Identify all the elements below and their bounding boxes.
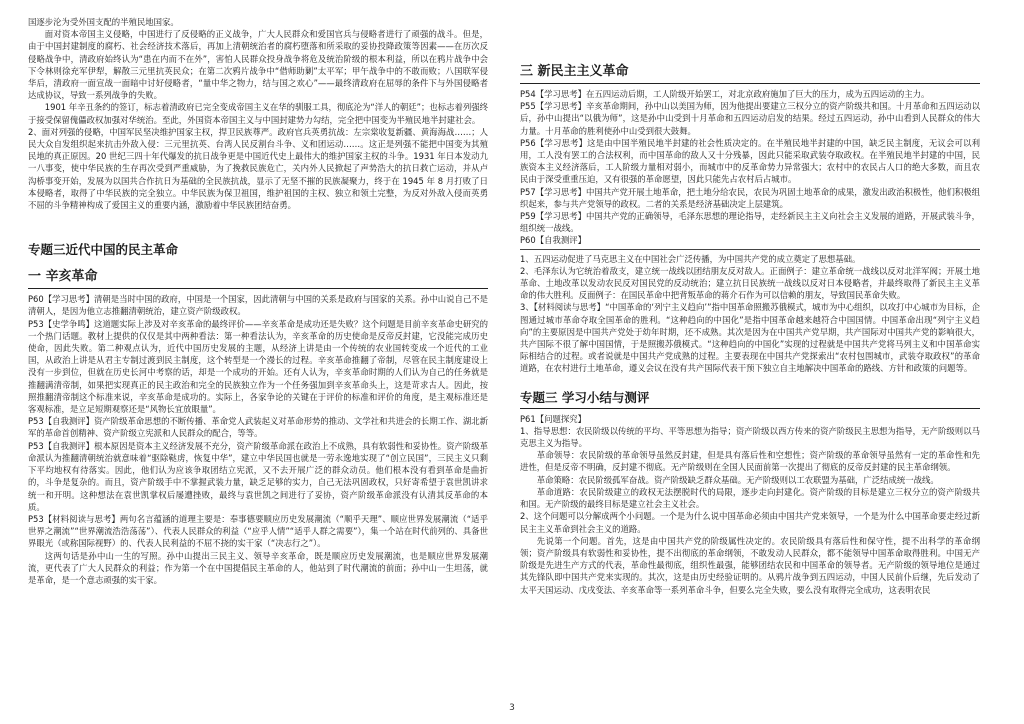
section-spacer (28, 259, 488, 267)
heading-underline (520, 408, 980, 409)
body-paragraph: P53【自我测评】资产阶级革命思想的不断传播、革命党人武装起义对革命形势的推动、文学社和共进会的长期工作、湖北新军的革命首创精神、资产阶级立宪派和人民群众的配合，等等。 (28, 416, 488, 439)
section-spacer (520, 16, 980, 62)
body-paragraph: 这两句话是孙中山一生的写照。孙中山提出三民主义、领导辛亥革命，既是顺应历史发展潮流，也是顺应世界发展潮流，更代表了广大人民群众的利益；作为第一个在中国提倡民主革命的人，他站到了时代潮流的前面；孙中山一生坦荡，就是革命，是一个意志顽强的实干家。 (28, 550, 488, 585)
intro-paragraph: 2、面对列强的侵略，中国军民坚决维护国家主权，捍卫民族尊严。政府官兵英勇抗战：左宗棠收复新疆、黄海海战……；人民大众自发组织起来抗击外敌入侵：三元里抗英、台湾人民反割台斗争、义和团运动……。这正是列强不能把中国变为其殖民地的真正原因。20 世纪三四十年代爆发的抗日战争更是中国近代史上最伟大的维护国家主权的斗争。1931 年日本发动九一八事变，使中华民族的生存再次受到严重威胁，为了挽救民族危亡，关内外人民掀起了声势浩大的抗日救亡运动，并从卢沟桥事变开始，发展为以国共合作抗日为基础的全民族抗战，显示了无坚不摧的民族凝聚力，终于在 1945 年 8 月打败了日本侵略者，取得了中华民族的完全独立。中华民族为保卫祖国，维护祖国的主权、独立和领土完整，为反对外敌入侵而英勇不屈的斗争精神构成了爱国主义的重要内涵，激励着中华民族团结奋勇。 (28, 126, 488, 211)
body-paragraph: P60【自我测评】 (520, 235, 586, 246)
topic-heading: 专题三 学习小结与测评 (520, 389, 650, 405)
body-paragraph: P60【学习思考】清朝是当时中国的政府，中国是一个国家，因此清朝与中国的关系是政府与国家的关系。孙中山说自己不是清朝人，是因为他立志推翻清朝统治，建立资产阶级政权。 (28, 294, 488, 317)
divider (520, 249, 980, 250)
body-paragraph: 1、指导思想：农民阶级以传统的平均、平等思想为指导；资产阶级以西方传来的资产阶级民主思想为指导，无产阶级则以马克思主义为指导。 (520, 425, 980, 449)
body-paragraph: 先说第一个问题。首先，这是由中国共产党的阶级属性决定的。农民阶级具有落后性和保守性，提不出科学的革命纲领；资产阶级具有软弱性和妥协性，提不出彻底的革命纲领，不敢发动人民群众，都不能领导中国革命取得胜利。中国无产阶级是先进生产方式的代表，革命性最彻底，组织性最强，能够团结农民和中国革命的领导者。无产阶级的领导地位是通过其先锋队即中国共产党来实现的。其次，这是由历史经验证明的。从鸦片战争到五四运动，中国人民前仆后继，先后发动了太平天国运动、戊戌变法、辛亥革命等一系列革命斗争，但要么完全失败，要么没有取得完全成功，这表明农民 (520, 535, 980, 595)
section-spacer (520, 375, 980, 389)
heading-underline (520, 83, 980, 84)
intro-paragraph: 1901 年辛丑条约的签订，标志着清政府已完全变成帝国主义在华的驯服工具，彻底沦为“洋人的朝廷”；也标志着列强终于接受保留傀儡政权加强对华统治。至此，外国资本帝国主义与中国封建势力勾结，完全把中国变为半殖民地半封建社会。 (28, 102, 488, 125)
section-heading: 三 新民主主义革命 (520, 64, 629, 79)
body-paragraph: 2、毛泽东认为它统治着敌支，建立统一战线以团结朋友反对敌人。正面例子：建立革命统一战线以反对北洋军阀；开展土地革命、土地改革以发动农民反对国民党的反动统治；建立抗日民族统一战线以反对日本侵略者，并最终取得了新民主主义革命的伟大胜利。反面例子：在国民革命中把背叛革命的蒋介石作为可以信赖的朋友，导致国民革命失败。 (520, 265, 980, 301)
left-column (28, 16, 488, 676)
body-paragraph: 革命领导：农民阶级的革命领导虽然反封建，但是具有落后性和空想性；资产阶级的革命领导虽然有一定的革命性和先进性，但是反帝不明确，反封建不彻底。无产阶级则在全国人民面前第一次提出了彻底的反帝反封建的民主革命纲领。 (520, 450, 980, 473)
body-paragraph: P53【史学争鸣】这道题实际上涉及对辛亥革命的最终评价——辛亥革命是成功还是失败？这个问题是目前辛亥革命史研究的一个热门话题。教材上提供的仅仅是其中两种看法：第一种看法认为，辛亥革命的历史使命是反帝反封建，它没能完成历史使命，因此失败。第二种观点认为，近代中国历史发展的主题，从经济上讲是由一个传统的农业国转变成一个近代的工业国，从政治上讲是从君主专制过渡到民主制度，这个转型是一个漫长的过程。辛亥革命推翻了帝制，尽管在民主制度建设上没有一步到位，但就在历史长河中考察的话，却是一个成功的开始。还有人认为，辛亥革命时期的人们认为自己的任务就是推翻满清帝制，如果把实现真正的民主政治和完全的民族独立作为一个任务强加到辛亥革命头上，这是苛求古人。因此，按照推翻清帝制这个标准来说，辛亥革命是成功的。实际上，各家争论的关键在于评价的标准和评价的角度，是主观标准还是客观标准，是立足短期观察还是“风物长宜放眼量”。 (28, 318, 488, 415)
body-paragraph: P53【自我测评】根本原因是资本主义经济发展不充分，资产阶级革命派在政治上不成熟，具有软弱性和妥协性。资产阶级革命派认为推翻清朝统治就意味着“驱除鞑虏，恢复中华”，建立中华民国也就是一劳永逸地实现了“创立民国”，三民主义只剩下平均地权有待落实。因此，他们认为应该争取团结立宪派，又不去开展广泛的群众动员。他们根本没有看到革命是曲折的，斗争是复杂的。而且，资产阶级手中不掌握武装力量，缺乏足够的实力，自己无法巩固政权，只好寄希望于袁世凯讲求统一和开明。这种想法在袁世凯掌权后屡遭挫败，最终与袁世凯之间进行了妥协，资产阶级革命派没有认清其反革命的本质。 (28, 440, 488, 512)
body-paragraph: 2、这个问题可以分解成两个小问题。一个是为什么说中国革命必须由中国共产党来领导，一个是为什么中国革命要走经过新民主主义革命到社会主义的道路。 (520, 511, 980, 534)
section-heading: 一 辛亥革命 (28, 269, 98, 285)
body-paragraph: 1、五四运动促进了马克思主义在中国社会广泛传播，为中国共产党的成立奠定了思想基础。 (520, 253, 861, 264)
intro-paragraph: 面对资本帝国主义侵略，中国进行了反侵略的正义战争，广大人民群众和爱国官兵与侵略者进行了顽强的战斗。但是，由于中国封建制度的腐朽、社会经济技术落后，再加上清朝统治者的腐朽堕落和所采取的妥协投降政策等因素——在历次反侵略战争中，清政府始终认为“患在内而不在外”，害怕人民群众投身战争将危及统治阶级的根本利益，所以在鸦片战争中会下令林则徐充军伊犁，解散三元里抗英民众；在第二次鸦片战争中“借师助剿”太平军；甲午战争中的不敢而败；八国联军侵华后，清政府一面宣战一面暗中讨好侵略者，“量中华之物力，结与国之欢心”——最终清政府在屈辱的条件下与外国侵略者达成协议，导致一系列战争的失败。 (28, 29, 488, 101)
body-paragraph: P55【学习思考】辛亥革命期间，孙中山以美国为师，因为他提出要建立三权分立的资产阶级共和国。十月革命和五四运动以后，孙中山提出“以俄为师”，这是孙中山受到十月革命和五四运动启发的结果。经过五四运动，孙中山看到人民群众的伟大力量。十月革命的胜利使孙中山受到很大鼓舞。 (520, 101, 980, 136)
page-number: 3 (509, 703, 515, 713)
body-paragraph: P56【学习思考】这是由中国半殖民地半封建的社会性质决定的。在半殖民地半封建的中国，缺乏民主制度，无议会可以利用，工人没有罢工的合法权利，而中国革命的敌人又十分残暴，因此只能采取武装夺取政权。在半殖民地半封建的中国，民族资本主义经济落后，工人阶级力量相对弱小，而城市中的反革命势力异常强大；农村中的农民占人口的绝大多数，而且农民由于深受重重压迫，又有很强的革命愿望，因此只能先占农村后占城市。 (520, 137, 980, 185)
heading-underline (28, 288, 488, 289)
section-spacer (28, 211, 488, 241)
body-paragraph: 3、【材料阅读与思考】“中国革命的‘列宁主义趋向’”指中国革命照搬苏俄模式，城市为中心组织，以攻打中心城市为目标，企图通过城市革命夺取全国革命的胜利。“这种趋向的中国化”是指中国革命越来越符合中国国情。中国革命出现“列宁主义趋向”的主要原因是中国共产党处于幼年时期，还不成熟。其次是因为在中国共产党早期，共产国际对中国共产党的影响很大，共产国际不很了解中国国情，于是照搬苏俄模式。“这种趋向的中国化”实现的过程就是中国共产党将马列主义和中国革命实际相结合的过程。或者说就是中国共产党成熟的过程。主要表现在中国共产党探索出“农村包围城市，武装夺取政权”的革命道路，在农村进行土地革命，遵义会议在没有共产国际代表干预下独立自主地解决中国革命的路线、方针和政策的问题等。 (520, 302, 980, 374)
body-paragraph: 革命策略：农民阶级孤军奋战。资产阶级缺乏群众基础。无产阶级则以工农联盟为基础，广泛结成统一战线。 (536, 474, 939, 485)
intro-paragraph: 国逐步沦为受外国支配的半殖民地国家。 (28, 17, 179, 27)
body-paragraph: P59【学习思考】中国共产党的正确领导，毛泽东思想的理论指导，走经新民主主义向社会主义发展的道路，开展武装斗争，组织统一战线。 (520, 211, 980, 234)
body-paragraph: P57【学习思考】中国共产党开展土地革命，把土地分给农民，农民为巩固土地革命的成果，激发出政治积极性，他们积极组织起来，参与共产党领导的政权。二者的关系是经济基础决定上层建筑。 (520, 186, 980, 209)
topic-heading: 专题三近代中国的民主革命 (28, 242, 179, 258)
body-paragraph: P53【材料阅读与思考】两句名言蕴涵的道理主要是：奉事德要顺应历史发展潮流（“顺乎天理”、顺应世界发展潮流（“适乎世界之潮流”“世界潮流浩浩荡荡”）、代表人民群众的利益（“应乎人情”“适乎人群之需要”），集一个站在时代前列的、具备世界眼光（或称国际视野）的、代表人民利益的不屈不挠的实干家（“决志行之”）。 (28, 513, 488, 549)
right-column (520, 16, 980, 696)
body-paragraph: P61【问题探究】 (520, 413, 586, 424)
body-paragraph: P54【学习思考】在五四运动后期，工人阶级开始罢工，对北京政府施加了巨大的压力，成为五四运动的主力。 (520, 89, 930, 99)
body-paragraph: 革命道路：农民阶级建立的政权无法摆脱时代的局限，逐步走向封建化。资产阶级的目标是建立三权分立的资产阶级共和国。无产阶级的最终目标是建立社会主义社会。 (520, 486, 980, 510)
